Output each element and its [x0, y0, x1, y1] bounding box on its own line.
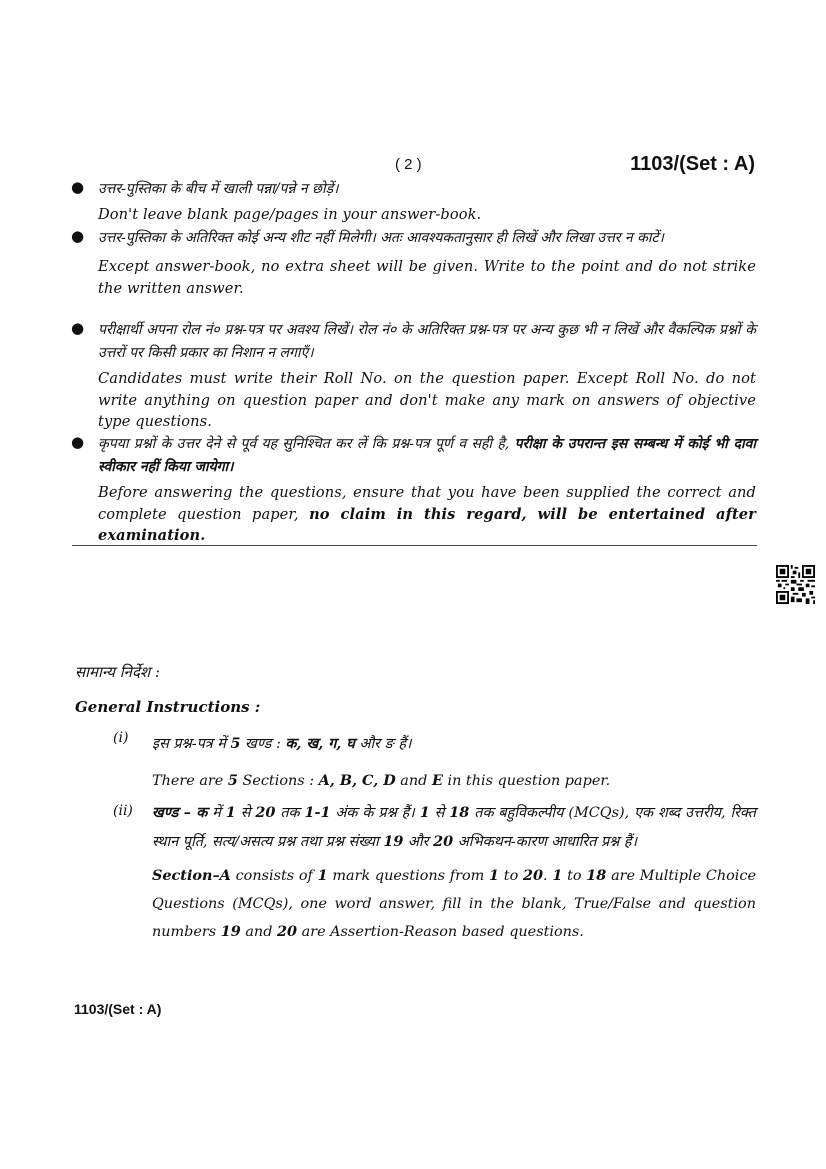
hindi-text: कृपया प्रश्नों के उत्तर देने से पूर्व यह सुनिश्चित कर लें कि प्रश्न-पत्र पूर्ण व सही है,: [98, 436, 510, 452]
instruction-bullet: [71, 227, 756, 299]
text: 1: [552, 867, 563, 884]
qr-code-icon: [776, 565, 815, 604]
text: से: [235, 805, 256, 821]
text: 19: [220, 923, 241, 940]
instruction-hindi: उत्तर-पुस्तिका के बीच में खाली पन्ना/पन्ने न छोड़ें।: [98, 181, 339, 197]
text: 20: [433, 832, 454, 850]
text: 18: [449, 804, 470, 821]
item-hindi: [152, 730, 756, 759]
bullet-icon: ●: [71, 319, 85, 337]
text: are Assertion-Reason based questions.: [297, 924, 584, 940]
text: खण्ड :: [240, 736, 286, 752]
text: mark questions from: [327, 868, 490, 884]
text: और: [403, 833, 434, 850]
text: 19: [383, 832, 404, 850]
bullet-icon: ●: [71, 178, 85, 196]
english-bold-text: no claim in this regard, will be entertained after examination.: [98, 505, 756, 544]
instruction-bullet: [71, 319, 756, 433]
instruction-hindi: परीक्षार्थी अपना रोल नं० प्रश्न-पत्र पर अवश्य लिखें। रोल नं० के अतिरिक्त प्रश्न-पत्र पर अन्य कुछ भी न लिखें और वैकल्पिक प्रश्नों के उत्तरों पर किसी प्रकार का निशान न लगाएँ।: [98, 322, 756, 361]
text: 20: [277, 923, 298, 940]
text: Sections :: [237, 772, 319, 789]
text: खण्ड – क: [152, 804, 208, 821]
item-english: [152, 767, 756, 796]
divider: [72, 545, 757, 546]
text: A, B, C, D: [318, 771, 396, 789]
instruction-english: Don't leave blank page/pages in your answer-book.: [98, 206, 482, 223]
text: 18: [586, 867, 607, 884]
text: E: [431, 771, 443, 789]
instruction-hindi: उत्तर-पुस्तिका के अतिरिक्त कोई अन्य शीट नहीं मिलेगी। अतः आवश्यकतानुसार ही लिखें और लिखा उत्तर न काटें।: [98, 230, 664, 246]
text: There are: [152, 772, 228, 789]
item-number: (i): [113, 730, 129, 746]
text: से: [429, 805, 450, 821]
text: 1-1: [304, 804, 331, 821]
text: 1: [419, 804, 430, 821]
instruction-bullet: [71, 178, 756, 226]
text: में: [207, 805, 226, 821]
text: 20: [522, 867, 544, 884]
text: 5: [227, 771, 238, 789]
text: क, ख, ग, घ: [285, 735, 355, 752]
general-instructions-heading: General Instructions :: [75, 698, 261, 716]
text: इस प्रश्न-पत्र में: [152, 736, 231, 752]
english-text: Before answering the questions, ensure that you have been supplied the correct and complete question paper,: [98, 484, 756, 523]
instruction-bullet: [71, 433, 756, 547]
item-english: [152, 862, 756, 947]
item-hindi: [152, 799, 756, 856]
text: Section–A: [152, 867, 231, 884]
general-instructions-heading-hindi: सामान्य निर्देश :: [75, 663, 160, 681]
text: और ङ हैं।: [354, 736, 412, 752]
text: and: [240, 924, 277, 940]
text: अभिकथन-कारण आधारित प्रश्न हैं।: [453, 833, 638, 850]
text: consists of: [230, 868, 318, 884]
text: to: [499, 868, 523, 884]
text: 1: [489, 867, 500, 884]
instruction-hindi: [98, 433, 756, 479]
instruction-english: Except answer-book, no extra sheet will be given. Write to the point and do not strike the written answer.: [98, 258, 756, 297]
item-number: (ii): [113, 803, 133, 819]
text: to: [562, 868, 587, 884]
text: and: [395, 772, 432, 789]
text: are Multiple Choice Questions (MCQs), one word answer, fill in the blank, True/False and question numbers: [152, 868, 756, 940]
footer-paper-code: 1103/(Set : A): [74, 1001, 162, 1017]
text: अंक के प्रश्न हैं।: [330, 805, 420, 821]
paper-code: 1103/(Set : A): [630, 153, 755, 175]
bullet-icon: ●: [71, 227, 85, 245]
text: 1: [225, 804, 236, 821]
text: 1: [317, 867, 328, 884]
text: .: [543, 868, 553, 884]
text: in this question paper.: [442, 772, 611, 789]
text: 5: [230, 735, 241, 752]
general-instruction-item: [113, 799, 756, 947]
page-number: ( 2 ): [395, 156, 422, 173]
hindi-bold-text: परीक्षा के उपरान्त इस सम्बन्ध में कोई भी दावा स्वीकार नहीं किया जायेगा।: [98, 436, 756, 475]
instruction-english: [98, 482, 756, 547]
bullet-icon: ●: [71, 433, 85, 451]
text: तक: [275, 805, 305, 821]
instruction-english: Candidates must write their Roll No. on the question paper. Except Roll No. do not write anything on question paper and don't make any mark on answers of objective type questions.: [98, 370, 756, 430]
text: 20: [255, 804, 276, 821]
text: तक बहुविकल्पीय (MCQs), एक शब्द उत्तरीय, रिक्त स्थान पूर्ति, सत्य/असत्य प्रश्न तथा प्रश्न संख्या: [152, 805, 756, 850]
general-instruction-item: [113, 730, 756, 795]
